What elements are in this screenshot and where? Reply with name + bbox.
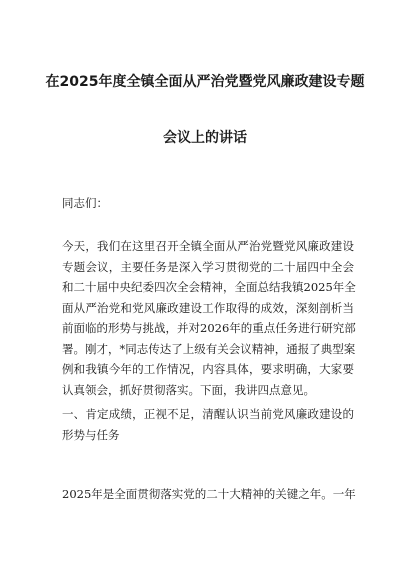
salutation-text: 同志们： <box>62 196 108 210</box>
paragraph-line: 面从严治党和党风廉政建设工作取得的成效，深刻剖析当 <box>62 300 354 315</box>
salutation <box>62 193 354 214</box>
heading-line: 一、肯定成绩，正视不足，清醒认识当前党风廉政建设的 <box>62 407 354 421</box>
paragraph-line: 专题会议，主要任务是深入学习贯彻党的二十届四中全会 <box>62 259 354 274</box>
document-title-line-1: 在2025年度全镇全面从严治党暨党风廉政建设专题 <box>45 74 365 90</box>
section-paragraph <box>62 484 354 505</box>
paragraph-line: 和二十届中央纪委四次全会精神，全面总结我镇2025年全 <box>62 280 356 294</box>
paragraph-line: 例和我镇今年的工作情况，内容具体，要求明确，大家要 <box>62 362 354 376</box>
paragraph-line: 今天，我们在这里召开全镇全面从严治党暨党风廉政建设 <box>62 239 354 253</box>
section-heading-1 <box>62 404 354 445</box>
heading-line: 形势与任务 <box>62 427 120 442</box>
paragraph-line: 2025年是全面贯彻落实党的二十大精神的关键之年。一年 <box>62 487 356 501</box>
paragraph-line: 前面临的形势与挑战，并对2026年的重点任务进行研究部 <box>62 321 356 335</box>
paragraph-line: 认真领会，抓好贯彻落实。下面，我讲四点意见。 <box>62 382 315 397</box>
opening-paragraph <box>62 236 354 400</box>
document-title-line-2: 会议上的讲话 <box>163 130 247 146</box>
paragraph-line: 署。刚才，*同志传达了上级有关会议精神，通报了典型案 <box>62 341 356 356</box>
